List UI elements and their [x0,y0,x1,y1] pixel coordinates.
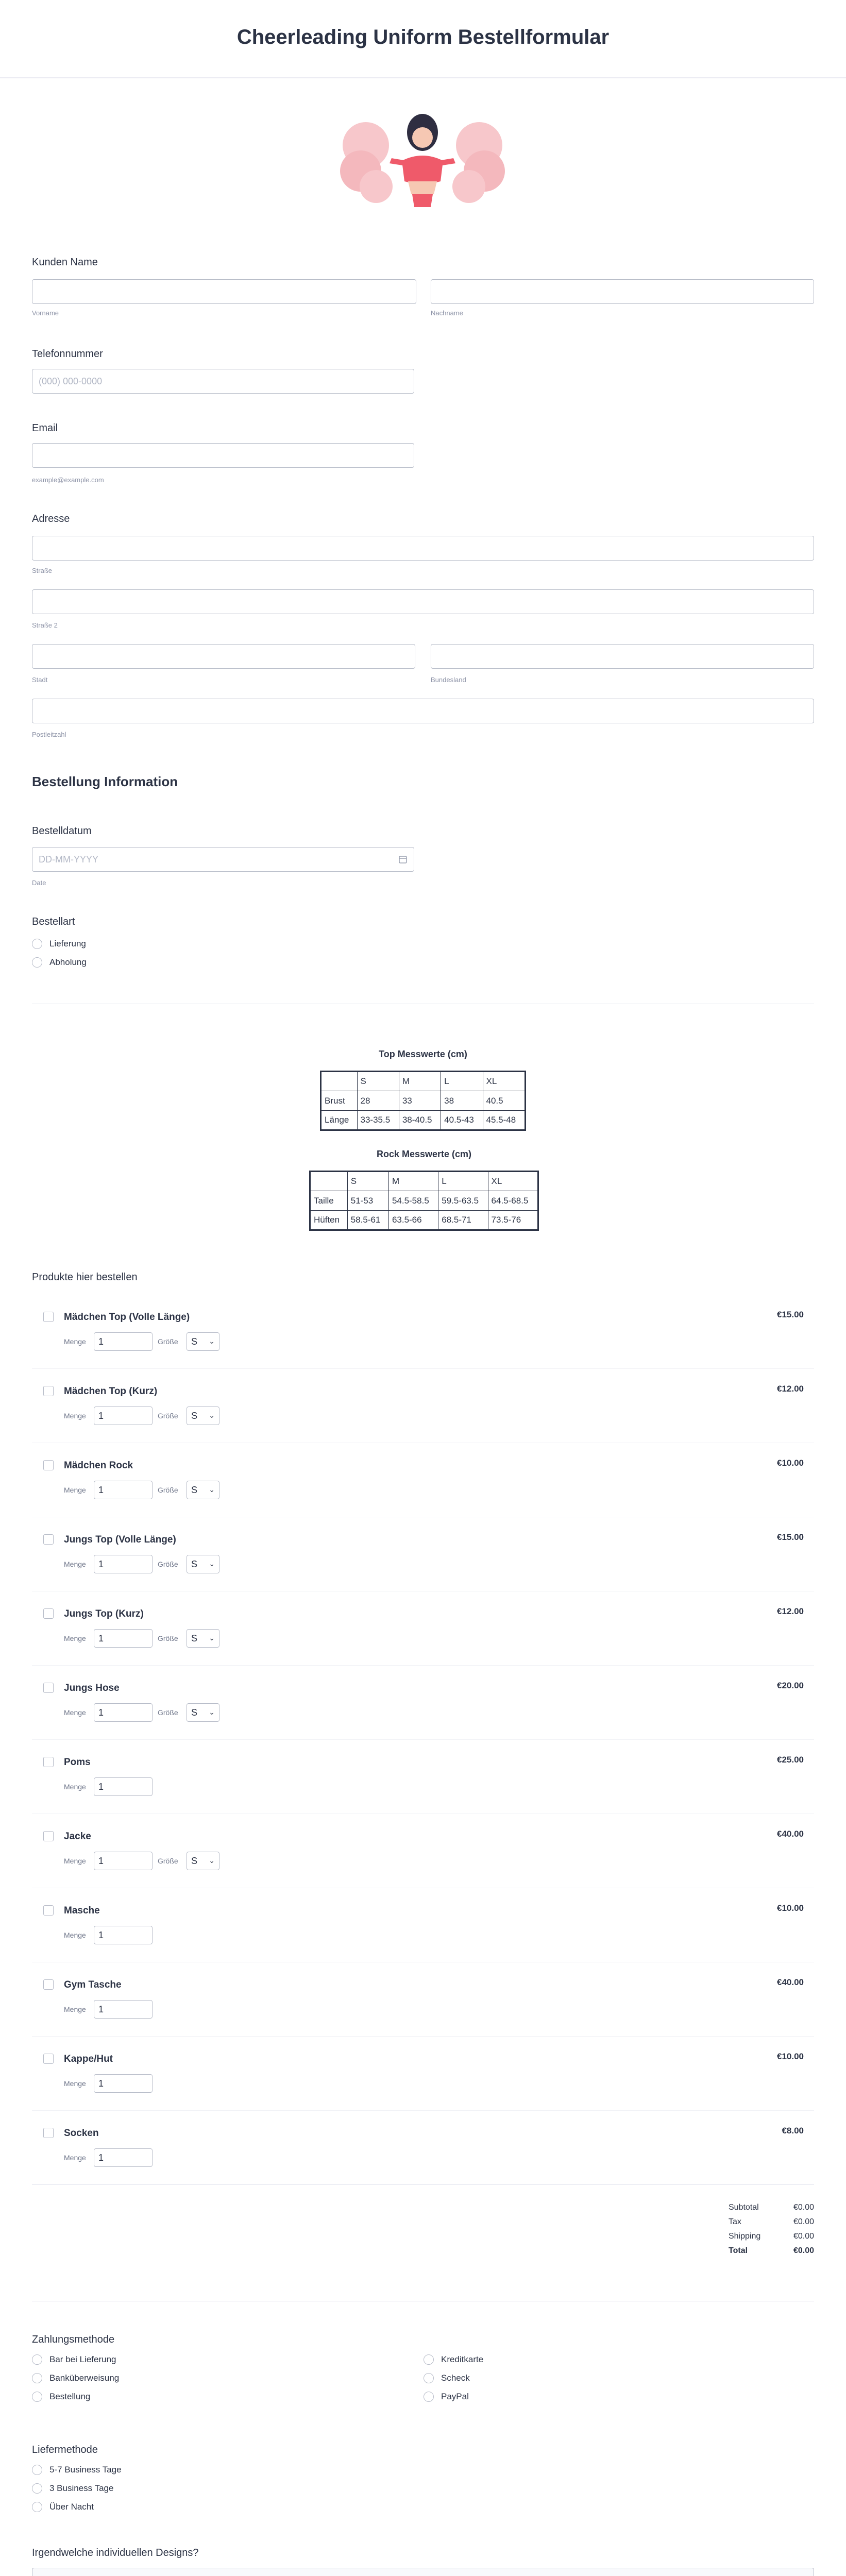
tax-value: €0.00 [793,2217,814,2226]
product-checkbox[interactable] [43,1757,54,1767]
phone-input[interactable] [32,369,414,394]
size-label: Größe [158,1337,178,1346]
order-date-sublabel: Date [32,879,46,887]
quantity-label: Menge [64,2005,86,2013]
product-name: Mädchen Rock [64,1460,133,1471]
form-title: Cheerleading Uniform Bestellformular [236,26,610,48]
products-divider [32,2184,814,2185]
product-divider [32,1665,814,1666]
subtotal-value: €0.00 [793,2203,814,2212]
last-name-sublabel: Nachname [431,309,463,317]
city-sublabel: Stadt [32,676,48,684]
quantity-input[interactable]: 1 [94,1852,153,1870]
size-select[interactable] [187,1852,219,1870]
city-input[interactable] [32,644,415,669]
table-cell: 64.5-68.5 [488,1191,538,1211]
zip-sublabel: Postleitzahl [32,731,66,738]
table-cell: XL [488,1172,538,1191]
product-checkbox[interactable] [43,1979,54,1990]
product-name: Jungs Top (Volle Länge) [64,1534,176,1545]
phone-placeholder: (000) 000-0000 [39,376,103,386]
cheerleader-illustration [340,109,505,217]
payment-option-transfer: Banküberweisung [49,2373,120,2383]
size-label: Größe [158,1412,178,1420]
chevron-down-icon: ⌄ [209,1411,215,1419]
delivery-radio-overnight[interactable] [32,2502,42,2512]
street-input[interactable] [32,536,814,561]
quantity-label: Menge [64,2154,86,2162]
quantity-input[interactable]: 1 [94,1926,153,1944]
payment-option-cash: Bar bei Lieferung [49,2354,116,2364]
delivery-radio-5-7[interactable] [32,2465,42,2475]
table-cell: Hüften [310,1211,348,1230]
street2-input[interactable] [32,589,814,614]
quantity-input[interactable]: 1 [94,1332,153,1351]
quantity-label: Menge [64,1634,86,1642]
size-select-value: S [191,1633,198,1643]
order-date-input[interactable] [32,847,414,872]
product-name: Jacke [64,1831,91,1842]
table-cell: 63.5-66 [388,1211,438,1230]
shipping-value: €0.00 [793,2232,814,2241]
size-select-value: S [191,1707,198,1718]
quantity-input[interactable]: 1 [94,1555,153,1573]
order-type-radio-delivery[interactable] [32,939,42,949]
payment-option-check: Scheck [441,2373,470,2383]
top-size-table [320,1071,526,1131]
product-price: €15.00 [777,1532,804,1542]
quantity-input[interactable]: 1 [94,2148,153,2167]
shipping-label: Shipping [729,2232,761,2241]
total-label: Total [729,2246,748,2255]
delivery-option-overnight: Über Nacht [49,2502,94,2512]
size-select-value: S [191,1856,198,1866]
payment-option-order: Bestellung [49,2392,91,2401]
table-cell: 40.5-43 [441,1111,483,1130]
product-name: Mädchen Top (Volle Länge) [64,1312,190,1323]
quantity-input[interactable]: 1 [94,1481,153,1499]
quantity-input[interactable]: 1 [94,1406,153,1425]
table-cell: S [357,1072,399,1091]
product-price: €8.00 [782,2126,804,2136]
table-cell: 51-53 [347,1191,388,1211]
products-label: Produkte hier bestellen [32,1272,138,1283]
chevron-down-icon: ⌄ [209,1634,215,1642]
order-date-placeholder: DD-MM-YYYY [39,854,98,865]
product-price: €10.00 [777,1458,804,1468]
product-checkbox[interactable] [43,1683,54,1693]
product-price: €40.00 [777,1829,804,1839]
product-name: Socken [64,2128,99,2139]
order-type-radio-pickup[interactable] [32,957,42,968]
table-cell: L [438,1172,488,1191]
table-cell: 54.5-58.5 [388,1191,438,1211]
product-name: Kappe/Hut [64,2054,113,2064]
size-select[interactable] [187,1406,219,1425]
quantity-label: Menge [64,1857,86,1865]
calendar-icon[interactable] [398,855,408,864]
size-select[interactable] [187,1703,219,1722]
size-select[interactable] [187,1629,219,1648]
quantity-input[interactable]: 1 [94,1629,153,1648]
size-select[interactable] [187,1555,219,1573]
delivery-option-3: 3 Business Tage [49,2483,114,2493]
table-cell: 33 [399,1091,441,1111]
table-cell: XL [483,1072,526,1091]
table-cell: 28 [357,1091,399,1111]
email-label: Email [32,422,58,434]
skirt-size-table [309,1171,539,1231]
product-name: Gym Tasche [64,1979,122,1990]
last-name-input[interactable] [431,279,814,304]
tax-label: Tax [729,2217,741,2226]
first-name-sublabel: Vorname [32,309,59,317]
product-checkbox[interactable] [43,1460,54,1470]
table-cell: S [347,1172,388,1191]
payment-option-creditcard: Kreditkarte [441,2354,484,2364]
table-cell: 40.5 [483,1091,526,1111]
size-select[interactable] [187,1332,219,1351]
product-checkbox[interactable] [43,1608,54,1619]
payment-option-paypal: PayPal [441,2392,469,2401]
quantity-input[interactable]: 1 [94,2000,153,2019]
product-price: €12.00 [777,1606,804,1616]
product-price: €25.00 [777,1755,804,1765]
order-type-label: Bestellart [32,916,75,927]
file-upload-dropzone[interactable] [32,2568,814,2576]
skirt-size-table-caption: Rock Messwerte (cm) [376,1149,472,1159]
product-checkbox[interactable] [43,1534,54,1545]
quantity-input[interactable]: 1 [94,1777,153,1796]
product-divider [32,2110,814,2111]
size-select-value: S [191,1559,198,1569]
size-select-value: S [191,1336,198,1347]
order-section-title: Bestellung Information [32,774,178,789]
payment-label: Zahlungsmethode [32,2334,115,2345]
delivery-label: Liefermethode [32,2444,98,2455]
chevron-down-icon: ⌄ [209,1485,215,1494]
product-name: Poms [64,1757,91,1768]
size-select[interactable] [187,1481,219,1499]
product-price: €10.00 [777,1903,804,1913]
quantity-input[interactable]: 1 [94,1703,153,1722]
payment-radio-paypal[interactable] [424,2392,434,2402]
product-price: €12.00 [777,1384,804,1394]
order-date-label: Bestelldatum [32,825,92,837]
product-price: €20.00 [777,1681,804,1690]
top-size-table-caption: Top Messwerte (cm) [379,1049,467,1059]
payment-radio-transfer[interactable] [32,2373,42,2383]
size-label: Größe [158,1634,178,1642]
chevron-down-icon: ⌄ [209,1337,215,1345]
table-cell: 59.5-63.5 [438,1191,488,1211]
product-price: €15.00 [777,1310,804,1319]
product-checkbox[interactable] [43,2054,54,2064]
phone-label: Telefonnummer [32,348,103,360]
delivery-radio-3[interactable] [32,2483,42,2494]
table-cell: 45.5-48 [483,1111,526,1130]
quantity-label: Menge [64,1783,86,1791]
product-name: Masche [64,1905,100,1916]
quantity-label: Menge [64,1708,86,1717]
chevron-down-icon: ⌄ [209,1708,215,1716]
first-name-input[interactable] [32,279,416,304]
table-cell: 58.5-61 [347,1211,388,1230]
table-cell: Länge [321,1111,358,1130]
upload-label: Irgendwelche individuellen Designs? [32,2547,199,2558]
header-divider [0,77,846,78]
size-label: Größe [158,1857,178,1865]
table-cell [321,1072,358,1091]
chevron-down-icon: ⌄ [209,1856,215,1865]
payment-radio-creditcard[interactable] [424,2354,434,2365]
quantity-label: Menge [64,1412,86,1420]
state-input[interactable] [431,644,814,669]
email-input[interactable] [32,443,414,468]
email-sublabel: example@example.com [32,476,104,484]
payment-radio-check[interactable] [424,2373,434,2383]
table-cell: L [441,1072,483,1091]
quantity-label: Menge [64,1931,86,1939]
quantity-label: Menge [64,1337,86,1346]
quantity-label: Menge [64,1486,86,1494]
product-divider [32,1739,814,1740]
quantity-label: Menge [64,1560,86,1568]
product-price: €10.00 [777,2052,804,2061]
table-cell: 38 [441,1091,483,1111]
product-checkbox[interactable] [43,1905,54,1916]
street2-sublabel: Straße 2 [32,621,58,629]
chevron-down-icon: ⌄ [209,1560,215,1568]
table-cell: 73.5-76 [488,1211,538,1230]
product-price: €40.00 [777,1977,804,1987]
product-divider [32,1368,814,1369]
state-sublabel: Bundesland [431,676,466,684]
quantity-input[interactable]: 1 [94,2074,153,2093]
subtotal-label: Subtotal [729,2203,759,2212]
product-name: Jungs Hose [64,1683,120,1693]
product-checkbox[interactable] [43,1386,54,1396]
address-label: Adresse [32,513,70,524]
total-value: €0.00 [793,2246,814,2255]
payment-radio-order[interactable] [32,2392,42,2402]
product-name: Mädchen Top (Kurz) [64,1386,158,1397]
payment-radio-cash[interactable] [32,2354,42,2365]
delivery-option-5-7: 5-7 Business Tage [49,2465,122,2475]
zip-input[interactable] [32,699,814,723]
product-divider [32,2036,814,2037]
product-checkbox[interactable] [43,1831,54,1841]
product-checkbox[interactable] [43,1312,54,1322]
table-cell: Brust [321,1091,358,1111]
street-sublabel: Straße [32,567,53,574]
product-checkbox[interactable] [43,2128,54,2138]
table-cell: M [388,1172,438,1191]
product-name: Jungs Top (Kurz) [64,1608,144,1619]
table-cell: 38-40.5 [399,1111,441,1130]
size-label: Größe [158,1708,178,1717]
order-type-option-pickup: Abholung [49,957,87,967]
table-cell: M [399,1072,441,1091]
table-cell: Taille [310,1191,348,1211]
customer-name-label: Kunden Name [32,257,98,268]
table-cell [310,1172,348,1191]
table-cell: 68.5-71 [438,1211,488,1230]
size-label: Größe [158,1486,178,1494]
quantity-label: Menge [64,2079,86,2088]
size-select-value: S [191,1485,198,1495]
table-cell: 33-35.5 [357,1111,399,1130]
order-type-option-delivery: Lieferung [49,939,86,948]
size-label: Größe [158,1560,178,1568]
size-select-value: S [191,1411,198,1421]
